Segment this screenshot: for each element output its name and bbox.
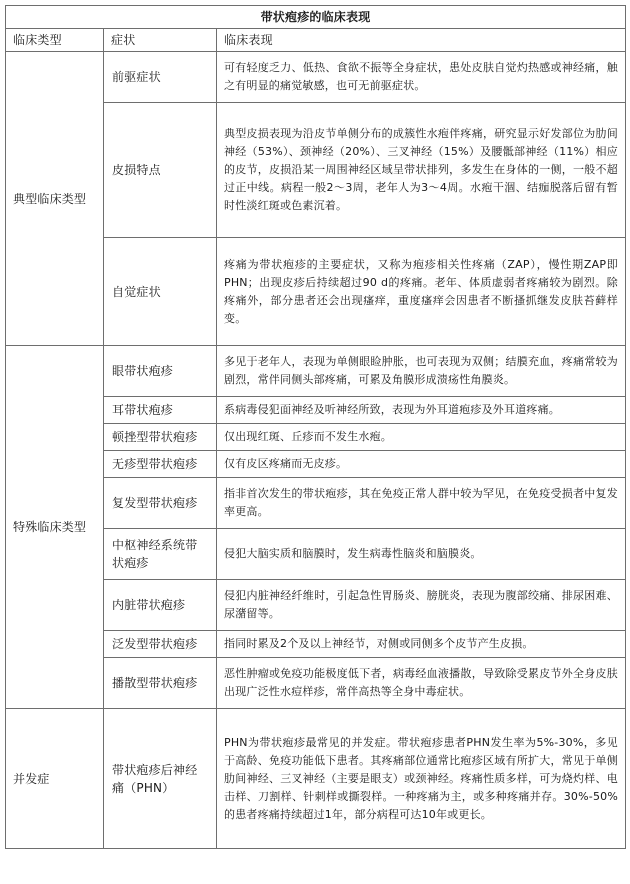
description-cell: 侵犯内脏神经纤维时，引起急性胃肠炎、膀胱炎，表现为腹部绞痛、排尿困难、尿潴留等。 (217, 580, 626, 631)
symptom-cell: 带状疱疹后神经痛（PHN） (104, 709, 217, 849)
description-cell: PHN为带状疱疹最常见的并发症。带状疱疹患者PHN发生率为5%-30%，多见于高龄、免疫功能低下患者。其疼痛部位通常比疱疹区域有所扩大，常见于单侧肋间神经、三叉神经（主要是眼支）或颈神经。疼痛性质多样，可为烧灼样、电击样、刀割样、针刺样或撕裂样。一种疼痛为主，或多种疼痛并存。30%-50%的患者疼痛持续超过1年，部分病程可达10年或更长。 (217, 709, 626, 849)
header-type: 临床类型 (6, 29, 104, 52)
symptom-cell: 皮损特点 (104, 103, 217, 238)
title-row (6, 6, 626, 29)
type-cell: 特殊临床类型 (6, 346, 104, 709)
description-cell: 典型皮损表现为沿皮节单侧分布的成簇性水疱伴疼痛，研究显示好发部位为肋间神经（53%）、颈神经（20%）、三叉神经（15%）及腰骶部神经（11%）相应的皮节，皮损沿某一周围神经区域呈带状排列，多发生在身体的一侧，一般不超过正中线。病程一般2～3周，老年人为3～4周。水疱干涸、结痂脱落后留有暂时性淡红斑或色素沉着。 (217, 103, 626, 238)
description-cell: 疼痛为带状疱疹的主要症状，又称为疱疹相关性疼痛（ZAP），慢性期ZAP即PHN；出现皮疹后持续超过90 d的疼痛。老年、体质虚弱者疼痛较为剧烈。除疼痛外，部分患者还会出现瘙痒，重度瘙痒会因患者不断搔抓继发皮肤苔藓样变。 (217, 238, 626, 346)
description-cell: 可有轻度乏力、低热、食欲不振等全身症状，患处皮肤自觉灼热感或神经痛，触之有明显的痛觉敏感，也可无前驱症状。 (217, 52, 626, 103)
table-row (6, 52, 626, 103)
header-row (6, 29, 626, 52)
symptom-cell: 眼带状疱疹 (104, 346, 217, 397)
symptom-cell: 内脏带状疱疹 (104, 580, 217, 631)
symptom-cell: 顿挫型带状疱疹 (104, 424, 217, 451)
clinical-table (5, 5, 626, 849)
type-cell: 典型临床类型 (6, 52, 104, 346)
header-symptom: 症状 (104, 29, 217, 52)
description-cell: 仅有皮区疼痛而无皮疹。 (217, 451, 626, 478)
table-title: 带状疱疹的临床表现 (6, 6, 626, 29)
description-cell: 侵犯大脑实质和脑膜时，发生病毒性脑炎和脑膜炎。 (217, 529, 626, 580)
symptom-cell: 中枢神经系统带状疱疹 (104, 529, 217, 580)
description-cell: 恶性肿瘤或免疫功能极度低下者，病毒经血液播散，导致除受累皮节外全身皮肤出现广泛性水痘样疹，常伴高热等全身中毒症状。 (217, 658, 626, 709)
description-cell: 仅出现红斑、丘疹而不发生水疱。 (217, 424, 626, 451)
table-row (6, 346, 626, 397)
table-row (6, 709, 626, 849)
type-cell: 并发症 (6, 709, 104, 849)
symptom-cell: 播散型带状疱疹 (104, 658, 217, 709)
description-cell: 多见于老年人，表现为单侧眼睑肿胀，也可表现为双侧；结膜充血，疼痛常较为剧烈，常伴同侧头部疼痛，可累及角膜形成溃疡性角膜炎。 (217, 346, 626, 397)
document-page (5, 5, 625, 879)
symptom-cell: 自觉症状 (104, 238, 217, 346)
header-manifestation: 临床表现 (217, 29, 626, 52)
symptom-cell: 无疹型带状疱疹 (104, 451, 217, 478)
description-cell: 指非首次发生的带状疱疹，其在免疫正常人群中较为罕见，在免疫受损者中复发率更高。 (217, 478, 626, 529)
symptom-cell: 耳带状疱疹 (104, 397, 217, 424)
symptom-cell: 复发型带状疱疹 (104, 478, 217, 529)
description-cell: 系病毒侵犯面神经及听神经所致，表现为外耳道疱疹及外耳道疼痛。 (217, 397, 626, 424)
symptom-cell: 泛发型带状疱疹 (104, 631, 217, 658)
description-cell: 指同时累及2个及以上神经节，对侧或同侧多个皮节产生皮损。 (217, 631, 626, 658)
symptom-cell: 前驱症状 (104, 52, 217, 103)
